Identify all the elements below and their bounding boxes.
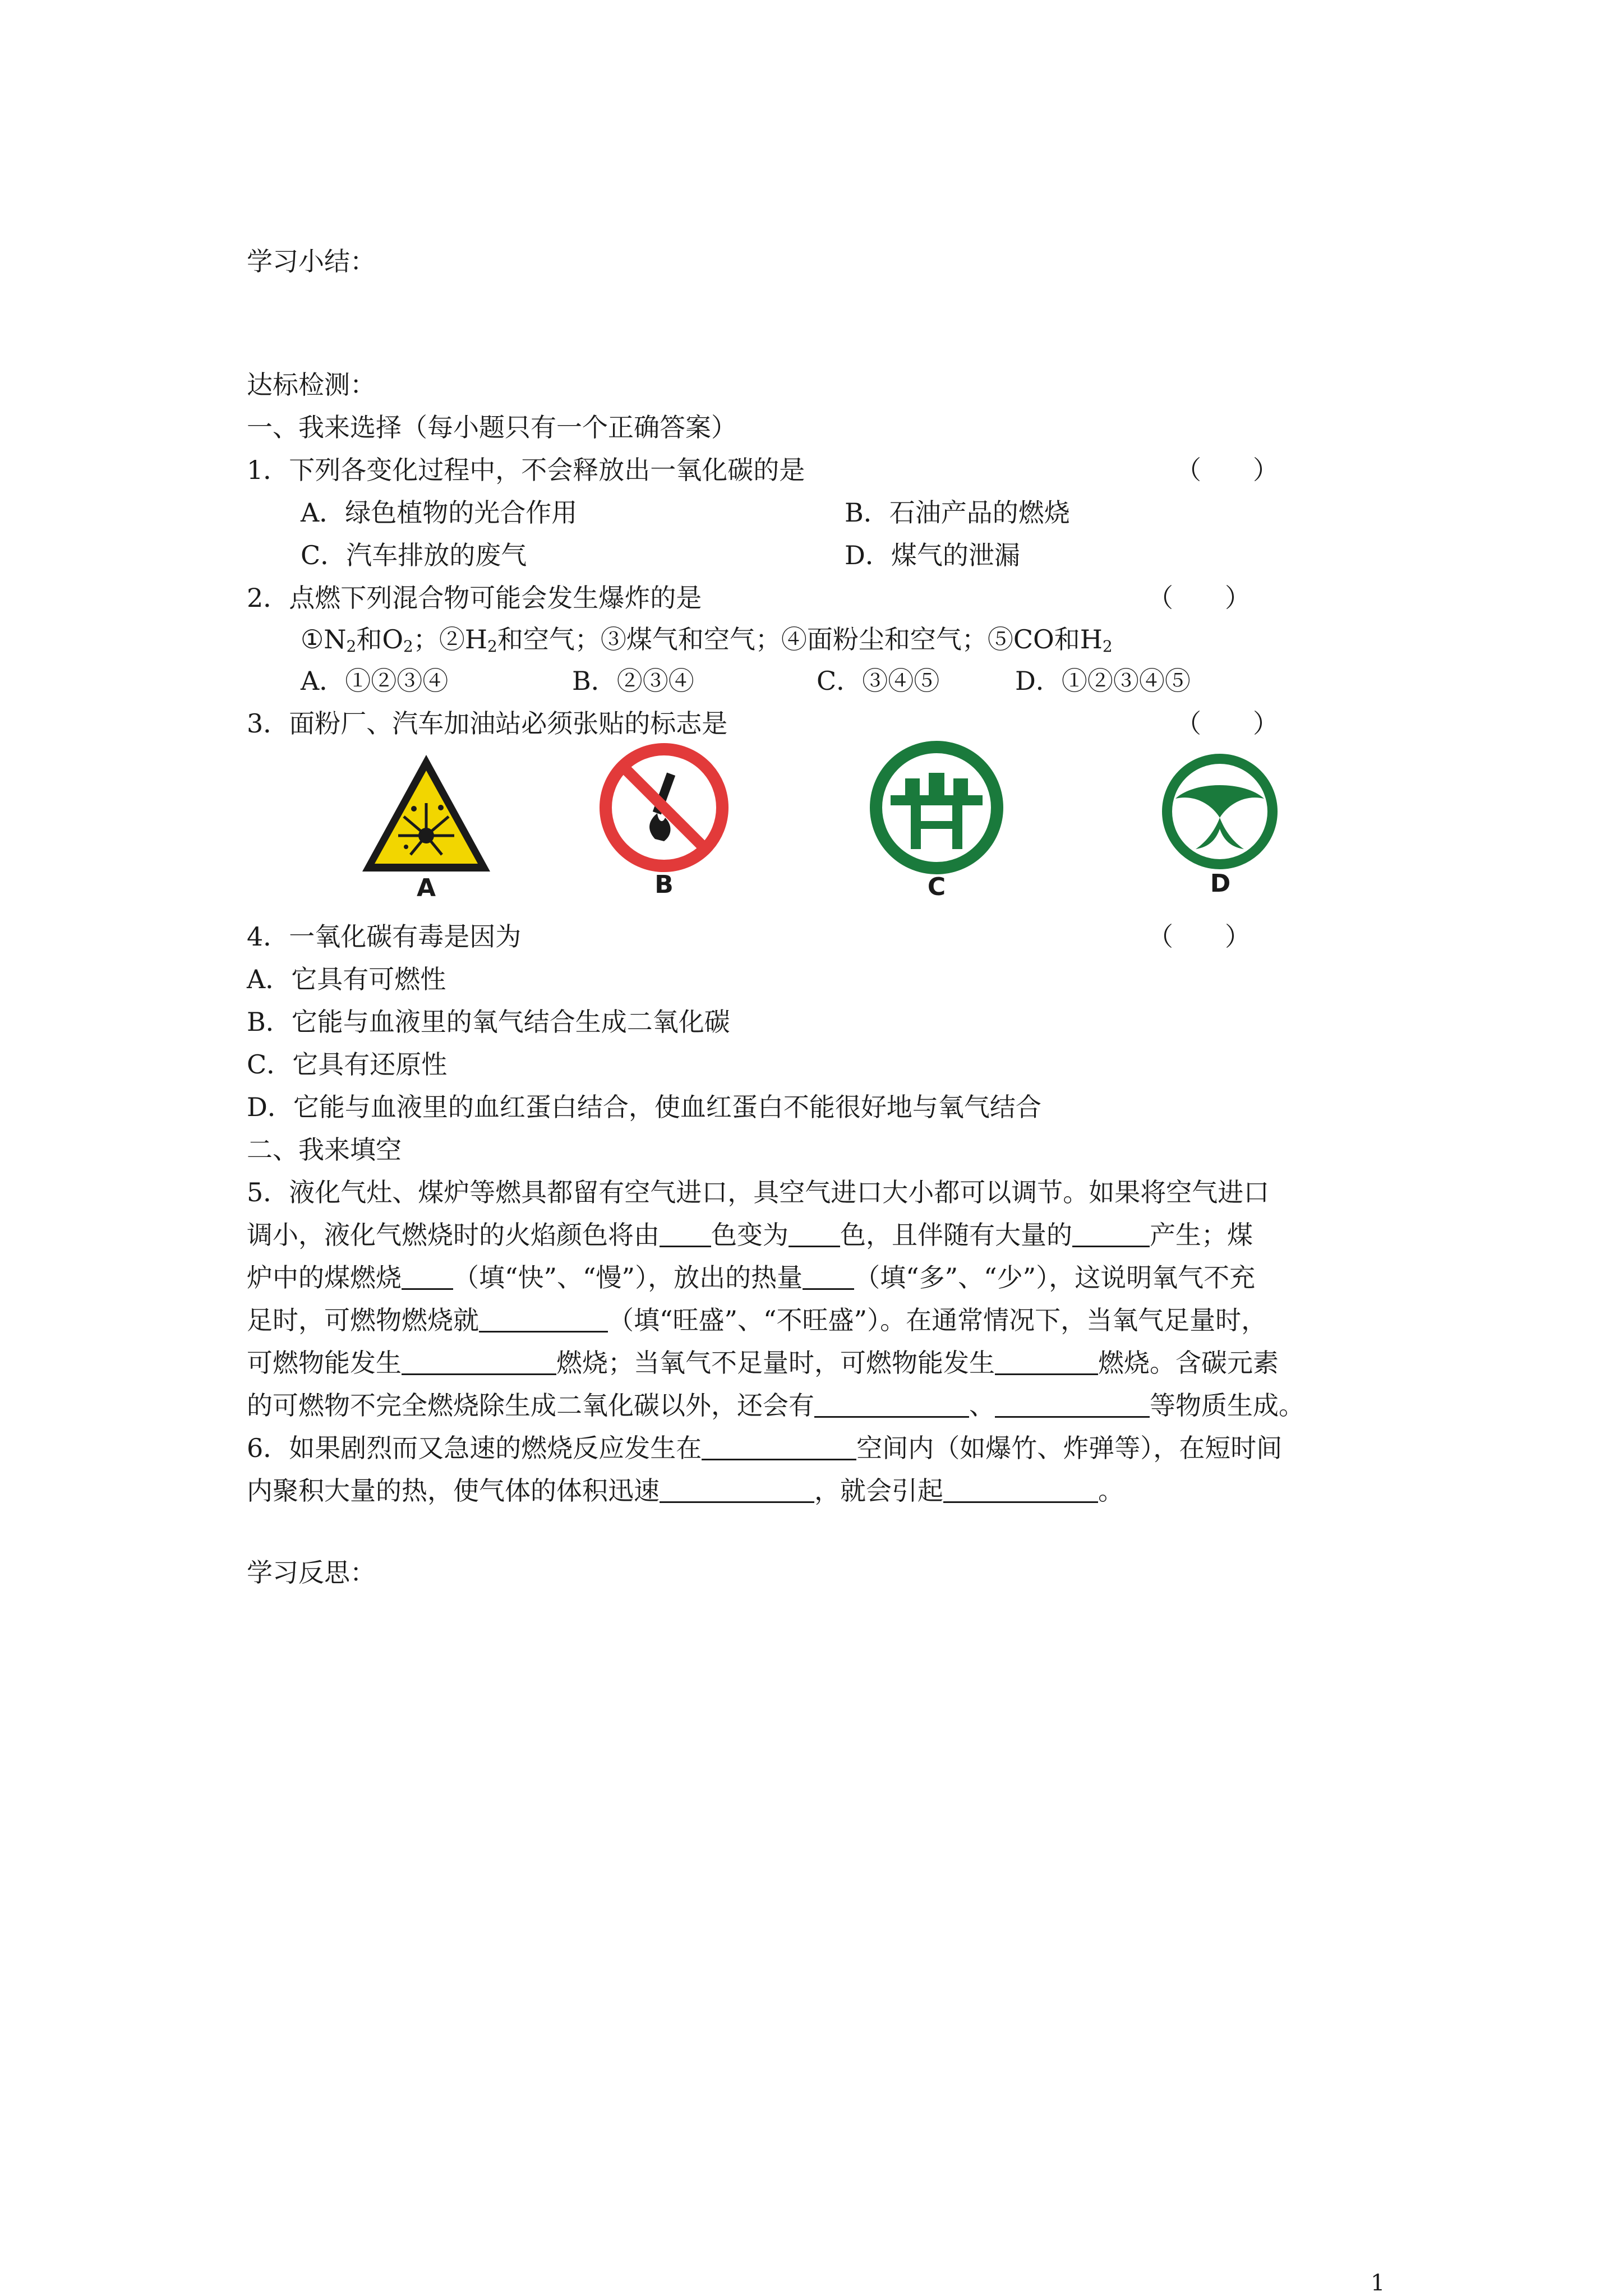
q5-line-4 xyxy=(247,1303,1267,1337)
fill-blank[interactable] xyxy=(402,1349,556,1375)
fill-blank[interactable] xyxy=(814,1391,969,1418)
q5-text: 燃烧；当氧气不足量时，可燃物能发生 xyxy=(556,1348,995,1378)
q1-option-b: B．石油产品的燃烧 xyxy=(845,497,1070,528)
q2-option-a: A．①②③④ xyxy=(301,666,449,696)
q2-stem: 2．点燃下列混合物可能会发生爆炸的是 xyxy=(247,583,702,613)
fill-blank[interactable] xyxy=(1072,1221,1150,1247)
q6-text: 6．如果剧烈而又急速的燃烧反应发生在 xyxy=(247,1433,702,1463)
q5-text: 可燃物能发生 xyxy=(247,1348,402,1378)
summary-heading: 学习小结： xyxy=(247,246,376,276)
sign-label-b: B xyxy=(654,870,674,899)
page-number: 1 xyxy=(1371,2270,1385,2296)
fill-blank[interactable] xyxy=(402,1264,453,1290)
q5-line-2 xyxy=(247,1218,1253,1252)
fill-blank[interactable] xyxy=(702,1434,856,1460)
q2-mixtures xyxy=(301,623,1113,663)
q2-answer-paren: （ ） xyxy=(1147,583,1251,613)
q5-line-1: 5．液化气灶、煤炉等燃具都留有空气进口，具空气进口大小都可以调节。如果将空气进口 xyxy=(247,1177,1270,1207)
fill-blank[interactable] xyxy=(660,1221,711,1247)
sign-label-c: C xyxy=(927,873,946,901)
q2-sub: 2 xyxy=(487,637,497,656)
q1-stem: 1．下列各变化过程中，不会释放出一氧化碳的是 xyxy=(247,455,805,485)
section1-heading: 一、我来选择（每小题只有一个正确答案） xyxy=(247,412,737,442)
q5-text: （填“快”、“慢”），放出的热量 xyxy=(453,1262,803,1293)
q4-answer-paren: （ ） xyxy=(1147,921,1251,952)
q1-option-a: A．绿色植物的光合作用 xyxy=(301,497,578,528)
q5-text: 调小，液化气燃烧时的火焰颜色将由 xyxy=(247,1220,660,1250)
q2-option-c: C．③④⑤ xyxy=(817,666,940,696)
q2-option-d: D．①②③④⑤ xyxy=(1015,666,1191,696)
q2-option-b: B．②③④ xyxy=(572,666,694,696)
q2-mixture-text: 和空气；③煤气和空气；④面粉尘和空气；⑤CO和H xyxy=(497,624,1103,654)
q6-text: 。 xyxy=(1098,1476,1124,1506)
green-emblem-sign-c-icon xyxy=(868,739,1005,876)
q2-mixture-text: ；②H xyxy=(413,624,487,654)
section2-heading: 二、我来填空 xyxy=(247,1135,402,1165)
fill-blank[interactable] xyxy=(660,1477,814,1503)
q5-text: 的可燃物不完全燃烧除生成二氧化碳以外，还会有 xyxy=(247,1390,814,1421)
q5-line-3 xyxy=(247,1261,1255,1294)
q2-sub: 2 xyxy=(346,637,357,656)
q4-option-d: D．它能与血液里的血红蛋白结合，使血红蛋白不能很好地与氧气结合 xyxy=(247,1092,1041,1122)
q1-answer-paren: （ ） xyxy=(1175,455,1279,485)
q4-option-c: C．它具有还原性 xyxy=(247,1049,448,1080)
q6-text: 空间内（如爆竹、炸弹等），在短时间 xyxy=(856,1433,1283,1463)
q1-option-c: C．汽车排放的废气 xyxy=(301,540,527,570)
q2-sub: 2 xyxy=(403,637,413,656)
fill-blank[interactable] xyxy=(943,1477,1098,1503)
fill-blank[interactable] xyxy=(995,1391,1150,1418)
q5-text: （填“多”、“少”），这说明氧气不充 xyxy=(854,1262,1256,1293)
q6-text: ，就会引起 xyxy=(814,1476,943,1506)
fill-blank[interactable] xyxy=(479,1306,608,1333)
q5-text: 色变为 xyxy=(711,1220,789,1250)
q5-text: 色，且伴随有大量的 xyxy=(840,1220,1072,1250)
q5-text: 、 xyxy=(969,1390,995,1421)
q5-line-5 xyxy=(247,1346,1279,1380)
q2-mixture-text: 和O xyxy=(356,624,404,654)
fill-blank[interactable] xyxy=(803,1264,854,1290)
q4-option-a: A．它具有可燃性 xyxy=(247,964,446,994)
q5-text: 产生；煤 xyxy=(1150,1220,1253,1250)
sign-label-a: A xyxy=(416,874,436,902)
q2-sub: 2 xyxy=(1102,637,1113,656)
reflection-heading: 学习反思： xyxy=(247,1557,376,1588)
q2-mixture-text: ①N xyxy=(301,624,347,654)
q5-text: （填“旺盛”、“不旺盛”）。在通常情况下，当氧气足量时， xyxy=(608,1305,1267,1335)
q5-line-6 xyxy=(247,1389,1304,1422)
q5-text: 燃烧。含碳元素 xyxy=(1098,1348,1279,1378)
test-heading: 达标检测： xyxy=(247,370,376,400)
q5-text: 炉中的煤燃烧 xyxy=(247,1262,402,1293)
fill-blank[interactable] xyxy=(789,1221,840,1247)
q5-text: 足时，可燃物燃烧就 xyxy=(247,1305,479,1335)
q4-stem: 4．一氧化碳有毒是因为 xyxy=(247,921,522,952)
q4-option-b: B．它能与血液里的氧气结合生成二氧化碳 xyxy=(247,1007,730,1037)
no-fire-sign-icon xyxy=(597,740,731,875)
sign-label-d: D xyxy=(1210,869,1231,898)
q3-answer-paren: （ ） xyxy=(1175,708,1279,739)
green-emblem-sign-d-icon xyxy=(1161,753,1279,870)
q3-stem: 3．面粉厂、汽车加油站必须张贴的标志是 xyxy=(247,708,728,739)
fill-blank[interactable] xyxy=(995,1349,1098,1375)
q5-text: 等物质生成。 xyxy=(1150,1390,1304,1421)
q1-option-d: D．煤气的泄漏 xyxy=(845,540,1020,570)
explosive-warning-sign-icon xyxy=(359,751,494,876)
q6-line-1 xyxy=(247,1431,1282,1465)
q6-line-2 xyxy=(247,1474,1124,1507)
q6-text: 内聚积大量的热，使气体的体积迅速 xyxy=(247,1476,660,1506)
